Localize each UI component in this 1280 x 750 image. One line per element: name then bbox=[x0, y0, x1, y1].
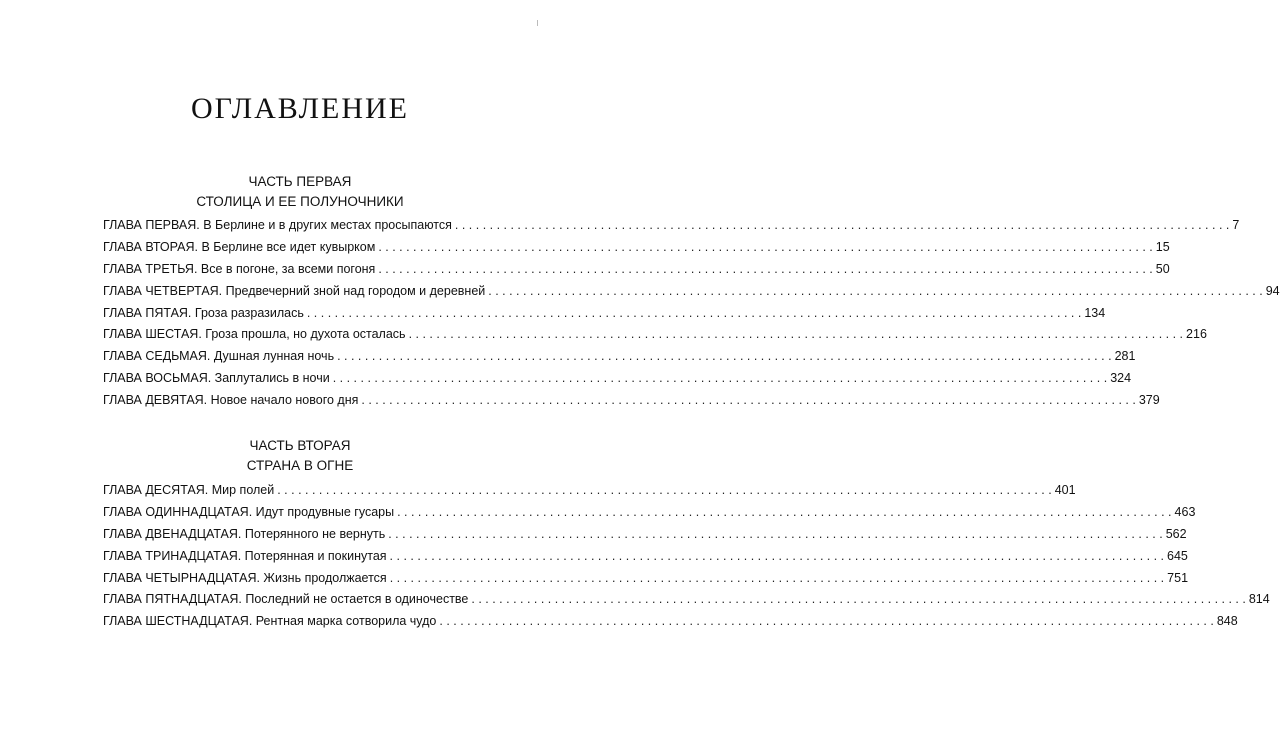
toc-entry[interactable] bbox=[103, 526, 1187, 549]
toc-entry-title: ГЛАВА ДЕСЯТАЯ. Мир полей bbox=[103, 483, 275, 497]
toc-entry-page: 379 bbox=[1138, 393, 1160, 408]
toc-entry-page: 134 bbox=[1084, 305, 1106, 320]
part-two-label: ЧАСТЬ ВТОРАЯ bbox=[249, 438, 351, 453]
toc-entry-title: ГЛАВА ШЕСТНАДЦАТАЯ. Рентная марка сотворила чудо bbox=[103, 614, 437, 629]
toc-entry[interactable] bbox=[103, 548, 1188, 571]
toc-entry-page: 50 bbox=[1155, 261, 1170, 276]
toc-entry[interactable] bbox=[103, 592, 1270, 614]
leader-dots bbox=[388, 527, 1162, 541]
toc-entry[interactable] bbox=[103, 283, 1280, 306]
leader-dots bbox=[378, 262, 1152, 276]
leader-dots bbox=[455, 218, 1229, 232]
toc-entry-title: ГЛАВА ЧЕТВЕРТАЯ. Предвечерний зной над городом и деревней bbox=[103, 283, 486, 298]
toc-entry[interactable] bbox=[103, 570, 1189, 593]
toc-entry-page: 94 bbox=[1265, 283, 1280, 298]
leader-dots bbox=[471, 592, 1245, 606]
leader-dots bbox=[390, 549, 1164, 563]
toc-entry[interactable] bbox=[103, 261, 1170, 284]
toc-entry-title: ГЛАВА ВТОРАЯ. В Берлине все идет кувырком bbox=[103, 239, 376, 254]
leader-dots bbox=[378, 240, 1152, 254]
toc-entry-title: ГЛАВА ПЕРВАЯ. В Берлине и в других местах просыпаются bbox=[103, 218, 452, 232]
leader-dots bbox=[277, 483, 1051, 497]
part-one-heading bbox=[0, 172, 600, 212]
leader-dots bbox=[337, 349, 1111, 363]
toc-entry-page: 401 bbox=[1054, 483, 1076, 497]
toc-entry[interactable] bbox=[103, 393, 1160, 415]
leader-dots bbox=[390, 571, 1164, 585]
toc-entry-title: ГЛАВА СЕДЬМАЯ. Душная лунная ночь bbox=[103, 349, 335, 364]
toc-entry-title: ГЛАВА ДЕВЯТАЯ. Новое начало нового дня bbox=[103, 393, 359, 408]
toc-entry[interactable] bbox=[103, 371, 1132, 393]
toc-entry-page: 562 bbox=[1165, 526, 1187, 541]
toc-entry[interactable] bbox=[103, 483, 1076, 505]
toc-entry[interactable] bbox=[103, 504, 1196, 527]
leader-dots bbox=[333, 371, 1107, 385]
toc-entry-page: 7 bbox=[1232, 218, 1240, 232]
toc-entry-page: 463 bbox=[1174, 504, 1196, 519]
toc-entry-page: 751 bbox=[1167, 570, 1189, 585]
toc-entry[interactable] bbox=[103, 218, 1240, 240]
toc-entry-title: ГЛАВА ВОСЬМАЯ. Заплутались в ночи bbox=[103, 371, 330, 386]
toc-entry-page: 216 bbox=[1186, 327, 1207, 342]
toc-entry-title: ГЛАВА ЧЕТЫРНАДЦАТАЯ. Жизнь продолжается bbox=[103, 570, 387, 585]
part-two-heading bbox=[0, 436, 600, 476]
toc-entry-title: ГЛАВА ДВЕНАДЦАТАЯ. Потерянного не вернуть bbox=[103, 526, 386, 541]
toc-entry-page: 814 bbox=[1248, 592, 1270, 607]
leader-dots bbox=[488, 284, 1262, 298]
part-one-label: ЧАСТЬ ПЕРВАЯ bbox=[248, 174, 352, 189]
toc-entry[interactable] bbox=[103, 349, 1136, 371]
toc-entry[interactable] bbox=[103, 305, 1106, 328]
leader-dots bbox=[439, 614, 1213, 628]
toc-entry-title: ГЛАВА ОДИННАДЦАТАЯ. Идут продувные гусары bbox=[103, 504, 395, 519]
leader-dots bbox=[361, 393, 1135, 407]
part-one-name: СТОЛИЦА И ЕЕ ПОЛУНОЧНИКИ bbox=[196, 194, 404, 209]
toc-entry-title: ГЛАВА ПЯТНАДЦАТАЯ. Последний не остается в одиночестве bbox=[103, 592, 469, 607]
toc-entry-title: ГЛАВА ТРЕТЬЯ. Все в погоне, за всеми погоня bbox=[103, 261, 376, 276]
toc-entry-page: 848 bbox=[1216, 614, 1238, 629]
part-one-toc bbox=[103, 218, 1280, 415]
toc-entry-page: 324 bbox=[1110, 371, 1132, 386]
leader-dots bbox=[409, 327, 1183, 341]
leader-dots bbox=[397, 505, 1171, 519]
page-title: ОГЛАВЛЕНИЕ bbox=[191, 92, 409, 125]
toc-entry-page: 645 bbox=[1167, 548, 1188, 563]
toc-entry-title: ГЛАВА ПЯТАЯ. Гроза разразилась bbox=[103, 305, 304, 320]
toc-entry[interactable] bbox=[103, 327, 1207, 349]
toc-entry-title: ГЛАВА ТРИНАДЦАТАЯ. Потерянная и покинутая bbox=[103, 548, 387, 563]
toc-entry[interactable] bbox=[103, 614, 1238, 636]
part-two-toc bbox=[103, 483, 1270, 636]
leader-dots bbox=[307, 306, 1081, 320]
toc-entry-page: 281 bbox=[1114, 349, 1136, 364]
part-two-name: СТРАНА В ОГНЕ bbox=[246, 458, 354, 473]
toc-entry[interactable] bbox=[103, 239, 1170, 262]
toc-entry-page: 15 bbox=[1155, 239, 1170, 254]
corner-mark bbox=[537, 20, 538, 26]
toc-entry-title: ГЛАВА ШЕСТАЯ. Гроза прошла, но духота осталась bbox=[103, 327, 406, 342]
